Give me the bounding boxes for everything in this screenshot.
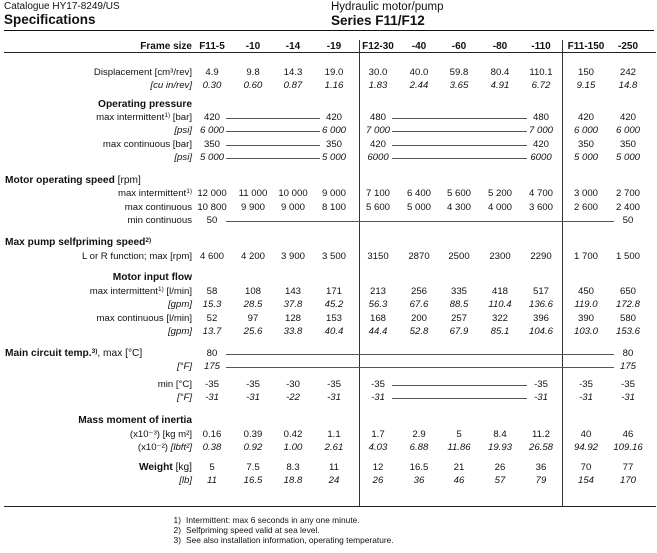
range-line-temp-min-f xyxy=(392,398,527,399)
cell-speed-min-0: 50 xyxy=(206,215,218,226)
cell-op-cont-bar-3: 350 xyxy=(325,139,342,150)
cell-prime-val-2: 3 900 xyxy=(280,251,305,262)
cell-speed-cont-7: 4 000 xyxy=(487,202,512,213)
cell-flow-int-l-7: 418 xyxy=(491,286,508,297)
row-label-flow-int-l: max intermittent$^{1)}$ [l/min] xyxy=(89,286,192,297)
cell-flow-int-l-5: 256 xyxy=(410,286,427,297)
cell-flow-cont-l-10: 580 xyxy=(619,313,636,324)
range-line-temp-max-f xyxy=(226,367,614,368)
cell-disp-cuin-3: 1.16 xyxy=(324,80,344,91)
rule-bottom xyxy=(4,506,656,507)
cell-op-int-bar-0: 420 xyxy=(203,112,220,123)
cell-weight-lb-2: 18.8 xyxy=(283,475,303,486)
cell-op-cont-psi-0: 5 000 xyxy=(199,152,224,163)
cell-temp-max-c-10: 80 xyxy=(622,348,634,359)
frame-size-14: -14 xyxy=(285,41,301,52)
cell-speed-cont-4: 5 600 xyxy=(365,202,390,213)
page-header xyxy=(0,0,657,30)
footnote-2: 2) Selfpriming speed valid at sea level. xyxy=(173,525,320,535)
cell-temp-min-c-2: -30 xyxy=(286,379,300,390)
cell-speed-int-1: 11 000 xyxy=(238,188,268,199)
cell-inertia-kg-9: 40 xyxy=(580,429,592,440)
cell-speed-cont-1: 9 900 xyxy=(240,202,265,213)
row-label-speed-int: max intermittent$^{1)}$ xyxy=(117,188,192,199)
cell-weight-lb-5: 36 xyxy=(413,475,425,486)
cell-inertia-lb-2: 1.00 xyxy=(283,442,303,453)
cell-op-int-bar-3: 420 xyxy=(325,112,342,123)
cell-temp-min-f-9: -31 xyxy=(579,392,593,403)
cell-op-cont-psi-10: 5 000 xyxy=(615,152,640,163)
cell-flow-int-g-3: 45.2 xyxy=(324,299,344,310)
cell-op-int-psi-3: 6 000 xyxy=(321,125,346,136)
cell-flow-int-g-6: 88.5 xyxy=(449,299,469,310)
cell-weight-kg-1: 7.5 xyxy=(246,462,260,473)
row-label-inertia-lb: (x10⁻²) [lbft²] xyxy=(137,442,192,453)
cell-disp-cm3-5: 40.0 xyxy=(409,67,429,78)
range-line-speed-min xyxy=(226,221,614,222)
cell-temp-min-f-4: -31 xyxy=(371,392,385,403)
cell-temp-min-f-2: -22 xyxy=(286,392,300,403)
row-label-op-int-bar: max intermittent$^{1)}$ [bar] xyxy=(96,112,192,123)
cell-speed-cont-10: 2 400 xyxy=(615,202,640,213)
row-label-weight-kg: Weight [kg] xyxy=(138,462,192,473)
cell-disp-cuin-0: 0.30 xyxy=(202,80,222,91)
cell-weight-kg-10: 77 xyxy=(622,462,634,473)
cell-disp-cuin-9: 9.15 xyxy=(576,80,596,91)
frame-size-60: -60 xyxy=(451,41,467,52)
frame-size-250: -250 xyxy=(617,41,638,52)
cell-weight-lb-10: 170 xyxy=(619,475,636,486)
series-title: Series F11/F12 xyxy=(331,13,425,28)
frame-size-80: -80 xyxy=(492,41,508,52)
cell-speed-int-0: 12 000 xyxy=(197,188,227,199)
cell-prime-val-7: 2300 xyxy=(489,251,511,262)
cell-flow-int-g-5: 67.6 xyxy=(409,299,429,310)
footnotes xyxy=(168,515,394,545)
cell-op-cont-psi-3: 5 000 xyxy=(321,152,346,163)
cell-op-cont-bar-8: 420 xyxy=(532,139,549,150)
cell-disp-cm3-3: 19.0 xyxy=(324,67,344,78)
row-label-flow-head: Motor input flow xyxy=(112,272,192,283)
cell-prime-val-3: 3 500 xyxy=(321,251,346,262)
range-line-op-int-psi xyxy=(226,131,320,132)
cell-temp-min-c-10: -35 xyxy=(621,379,635,390)
footnote-3: 3) See also installation information, operating temperature. xyxy=(173,535,394,545)
cell-disp-cm3-7: 80.4 xyxy=(490,67,510,78)
cell-prime-val-8: 2290 xyxy=(530,251,552,262)
cell-flow-cont-g-7: 85.1 xyxy=(490,326,510,337)
cell-temp-min-f-3: -31 xyxy=(327,392,341,403)
cell-disp-cm3-1: 9.8 xyxy=(246,67,260,78)
cell-flow-cont-l-5: 200 xyxy=(410,313,427,324)
row-label-temp-max-f: [°F] xyxy=(176,361,192,372)
cell-disp-cuin-10: 14.8 xyxy=(618,80,638,91)
row-label-temp-max-c: Main circuit temp.$^{3)}$, max [°C] xyxy=(5,348,143,359)
range-line-op-int-psi xyxy=(392,131,527,132)
cell-inertia-lb-5: 6.88 xyxy=(409,442,429,453)
cell-temp-min-c-4: -35 xyxy=(371,379,385,390)
cell-disp-cm3-8: 110.1 xyxy=(529,67,553,78)
cell-disp-cuin-4: 1.83 xyxy=(368,80,388,91)
cell-temp-max-f-0: 175 xyxy=(203,361,220,372)
cell-inertia-kg-10: 46 xyxy=(622,429,634,440)
cell-temp-min-c-3: -35 xyxy=(327,379,341,390)
row-label-temp-min-c: min [°C] xyxy=(157,379,192,390)
cell-op-cont-bar-0: 350 xyxy=(203,139,220,150)
row-label-prime-val: L or R function; max [rpm] xyxy=(81,251,192,262)
cell-prime-val-5: 2870 xyxy=(408,251,430,262)
row-label-weight-lb: [lb] xyxy=(179,475,192,486)
cell-prime-val-10: 1 500 xyxy=(615,251,640,262)
cell-temp-min-c-9: -35 xyxy=(579,379,593,390)
cell-inertia-lb-1: 0.92 xyxy=(243,442,263,453)
cell-temp-min-f-0: -31 xyxy=(205,392,219,403)
cell-flow-int-l-9: 450 xyxy=(577,286,594,297)
cell-inertia-kg-8: 11.2 xyxy=(532,429,550,440)
cell-flow-int-l-3: 171 xyxy=(325,286,342,297)
cell-inertia-lb-4: 4.03 xyxy=(368,442,388,453)
cell-speed-int-5: 6 400 xyxy=(406,188,431,199)
row-label-prime-head: Max pump selfpriming speed$^{2)}$ xyxy=(5,237,152,248)
cell-flow-cont-g-0: 13.7 xyxy=(202,326,222,337)
cell-inertia-lb-9: 94.92 xyxy=(573,442,598,453)
cell-flow-int-g-0: 15.3 xyxy=(202,299,222,310)
cell-inertia-lb-3: 2.61 xyxy=(324,442,344,453)
cell-inertia-lb-7: 19.93 xyxy=(487,442,512,453)
cell-speed-int-7: 5 200 xyxy=(487,188,512,199)
product-name: Hydraulic motor/pump xyxy=(331,1,444,13)
range-line-temp-min-c xyxy=(392,385,527,386)
cell-flow-cont-g-1: 25.6 xyxy=(243,326,263,337)
cell-prime-val-0: 4 600 xyxy=(199,251,224,262)
cell-speed-int-2: 10 000 xyxy=(278,188,308,199)
cell-flow-int-g-2: 37.8 xyxy=(283,299,303,310)
cell-temp-max-f-10: 175 xyxy=(619,361,636,372)
cell-temp-min-c-1: -35 xyxy=(246,379,260,390)
cell-flow-int-g-9: 119.0 xyxy=(574,299,598,310)
row-label-temp-min-f: [°F] xyxy=(176,392,192,403)
cell-flow-int-l-2: 143 xyxy=(284,286,301,297)
cell-flow-cont-l-9: 390 xyxy=(577,313,594,324)
row-label-speed-head: Motor operating speed [rpm] xyxy=(5,175,141,186)
cell-weight-lb-6: 46 xyxy=(453,475,465,486)
cell-flow-int-g-4: 56.3 xyxy=(368,299,388,310)
cell-flow-cont-g-9: 103.0 xyxy=(573,326,598,337)
row-label-flow-int-g: [gpm] xyxy=(168,299,192,310)
cell-temp-min-f-10: -31 xyxy=(621,392,635,403)
header-right xyxy=(331,1,443,29)
cell-flow-int-g-8: 136.6 xyxy=(528,299,553,310)
cell-op-cont-bar-10: 350 xyxy=(619,139,636,150)
cell-flow-cont-l-0: 52 xyxy=(206,313,218,324)
frame-size-19: -19 xyxy=(326,41,342,52)
cell-disp-cuin-2: 0.87 xyxy=(283,80,303,91)
cell-temp-max-c-0: 80 xyxy=(206,348,218,359)
cell-weight-lb-4: 26 xyxy=(372,475,384,486)
row-label-op-cont-bar: max continuous [bar] xyxy=(102,139,192,150)
cell-op-cont-bar-9: 350 xyxy=(577,139,594,150)
cell-inertia-kg-4: 1.7 xyxy=(371,429,385,440)
cell-speed-cont-3: 8 100 xyxy=(321,202,346,213)
cell-weight-lb-0: 11 xyxy=(207,475,217,486)
range-line-op-cont-psi xyxy=(392,158,527,159)
cell-flow-cont-g-2: 33.8 xyxy=(283,326,303,337)
cell-weight-kg-6: 21 xyxy=(453,462,465,473)
frame-size-110: -110 xyxy=(531,41,551,52)
row-label-op-int-psi: [psi] xyxy=(174,125,192,136)
cell-op-int-bar-8: 480 xyxy=(532,112,549,123)
cell-disp-cuin-8: 6.72 xyxy=(531,80,551,91)
cell-prime-val-4: 3150 xyxy=(367,251,389,262)
cell-speed-min-10: 50 xyxy=(622,215,634,226)
cell-flow-int-g-7: 110.4 xyxy=(488,299,512,310)
cell-inertia-lb-10: 109.16 xyxy=(613,442,643,453)
cell-inertia-lb-0: 0.38 xyxy=(202,442,222,453)
cell-speed-int-6: 5 600 xyxy=(446,188,471,199)
row-label-flow-cont-g: [gpm] xyxy=(168,326,192,337)
cell-op-int-psi-9: 6 000 xyxy=(573,125,598,136)
cell-weight-kg-0: 5 xyxy=(209,462,215,473)
row-label-op-cont-psi: [psi] xyxy=(174,152,192,163)
cell-op-int-psi-4: 7 000 xyxy=(365,125,390,136)
row-label-flow-cont-l: max continuous [l/min] xyxy=(96,313,192,324)
cell-inertia-kg-3: 1.1 xyxy=(327,429,341,440)
cell-flow-cont-l-6: 257 xyxy=(450,313,467,324)
cell-disp-cm3-2: 14.3 xyxy=(283,67,303,78)
row-label-disp-cuin: [cu in/rev] xyxy=(150,80,192,91)
cell-flow-cont-g-4: 44.4 xyxy=(368,326,388,337)
row-label-inertia-head: Mass moment of inertia xyxy=(78,415,192,426)
cell-speed-cont-2: 9 000 xyxy=(280,202,305,213)
cell-weight-lb-8: 79 xyxy=(535,475,547,486)
footnote-1: 1) Intermittent: max 6 seconds in any one minute. xyxy=(173,515,360,525)
cell-weight-kg-9: 70 xyxy=(580,462,592,473)
cell-op-cont-psi-4: 6000 xyxy=(367,152,389,163)
cell-disp-cm3-10: 242 xyxy=(619,67,636,78)
frame-size-f11-150: F11-150 xyxy=(567,41,605,52)
cell-weight-lb-1: 16.5 xyxy=(243,475,263,486)
row-label-disp-cm3: Displacement [cm³/rev] xyxy=(93,67,192,78)
cell-flow-cont-g-10: 153.6 xyxy=(615,326,640,337)
cell-flow-cont-g-6: 67.9 xyxy=(449,326,469,337)
cell-disp-cuin-6: 3.65 xyxy=(449,80,469,91)
frame-size-f12-30: F12-30 xyxy=(362,41,394,52)
cell-prime-val-6: 2500 xyxy=(448,251,470,262)
cell-flow-int-g-10: 172.8 xyxy=(615,299,640,310)
cell-weight-kg-7: 26 xyxy=(494,462,506,473)
range-line-op-cont-bar xyxy=(392,145,527,146)
cell-flow-int-l-6: 335 xyxy=(450,286,467,297)
cell-flow-cont-g-5: 52.8 xyxy=(409,326,429,337)
cell-disp-cuin-7: 4.91 xyxy=(490,80,510,91)
cell-flow-int-g-1: 28.5 xyxy=(243,299,263,310)
cell-flow-cont-l-4: 168 xyxy=(369,313,386,324)
cell-disp-cm3-0: 4.9 xyxy=(205,67,219,78)
cell-inertia-kg-7: 8.4 xyxy=(493,429,507,440)
cell-weight-kg-2: 8.3 xyxy=(286,462,300,473)
cell-op-cont-psi-8: 6000 xyxy=(530,152,552,163)
frame-size-f11-5: F11-5 xyxy=(199,41,225,52)
cell-flow-cont-l-7: 322 xyxy=(491,313,508,324)
cell-weight-lb-7: 57 xyxy=(494,475,506,486)
cell-inertia-lb-8: 26.58 xyxy=(528,442,553,453)
cell-flow-cont-g-8: 104.6 xyxy=(528,326,553,337)
row-label-speed-cont: max continuous xyxy=(124,202,192,213)
cell-disp-cuin-1: 0.60 xyxy=(243,80,263,91)
cell-op-int-psi-10: 6 000 xyxy=(615,125,640,136)
cell-speed-cont-6: 4 300 xyxy=(446,202,471,213)
header-rule xyxy=(4,30,654,31)
cell-op-int-bar-4: 480 xyxy=(369,112,386,123)
cell-flow-cont-l-1: 97 xyxy=(247,313,259,324)
cell-speed-int-9: 3 000 xyxy=(573,188,598,199)
cell-speed-cont-5: 5 000 xyxy=(406,202,431,213)
range-line-op-cont-psi xyxy=(226,158,320,159)
cell-weight-kg-5: 16.5 xyxy=(409,462,429,473)
cell-op-cont-psi-9: 5 000 xyxy=(573,152,598,163)
range-line-op-cont-bar xyxy=(226,145,320,146)
cell-flow-int-l-10: 650 xyxy=(619,286,636,297)
range-line-op-int-bar xyxy=(392,118,527,119)
cell-flow-int-l-8: 517 xyxy=(532,286,549,297)
cell-weight-kg-3: 11 xyxy=(329,462,339,473)
range-line-temp-max-c xyxy=(226,354,614,355)
cell-prime-val-9: 1 700 xyxy=(573,251,598,262)
cell-inertia-kg-6: 5 xyxy=(456,429,462,440)
cell-disp-cm3-9: 150 xyxy=(577,67,594,78)
row-label-speed-min: min continuous xyxy=(127,215,192,226)
cell-op-int-psi-8: 7 000 xyxy=(528,125,553,136)
cell-disp-cm3-4: 30.0 xyxy=(368,67,388,78)
cell-op-int-bar-9: 420 xyxy=(577,112,594,123)
cell-weight-kg-8: 36 xyxy=(535,462,547,473)
range-line-op-int-bar xyxy=(226,118,320,119)
cell-speed-cont-8: 3 600 xyxy=(528,202,553,213)
cell-speed-cont-0: 10 800 xyxy=(197,202,227,213)
frame-size-10: -10 xyxy=(245,41,261,52)
cell-disp-cm3-6: 59.8 xyxy=(449,67,469,78)
cell-speed-int-8: 4 700 xyxy=(528,188,553,199)
cell-inertia-lb-6: 11.86 xyxy=(447,442,471,453)
header-left xyxy=(4,1,120,28)
cell-weight-lb-3: 24 xyxy=(328,475,340,486)
cell-op-int-psi-0: 6 000 xyxy=(199,125,224,136)
cell-weight-kg-4: 12 xyxy=(372,462,384,473)
cell-temp-min-c-0: -35 xyxy=(205,379,219,390)
divider-f11-large xyxy=(562,40,563,506)
cell-op-cont-bar-4: 420 xyxy=(369,139,386,150)
cell-prime-val-1: 4 200 xyxy=(240,251,265,262)
cell-op-int-bar-10: 420 xyxy=(619,112,636,123)
cell-flow-cont-l-8: 396 xyxy=(532,313,549,324)
cell-speed-int-3: 9 000 xyxy=(321,188,346,199)
cell-speed-int-10: 2 700 xyxy=(615,188,640,199)
cell-disp-cuin-5: 2.44 xyxy=(409,80,429,91)
cell-inertia-kg-0: 0.16 xyxy=(202,429,222,440)
specifications-table xyxy=(4,40,656,506)
cell-inertia-kg-5: 2.9 xyxy=(412,429,426,440)
row-label-inertia-kg: (x10⁻³) [kg m²] xyxy=(129,429,192,440)
cell-flow-cont-l-2: 128 xyxy=(284,313,301,324)
cell-speed-cont-9: 2 600 xyxy=(573,202,598,213)
frame-size-40: -40 xyxy=(411,41,427,52)
page-title: Specifications xyxy=(4,12,96,27)
cell-temp-min-f-8: -31 xyxy=(534,392,548,403)
catalogue-number: Catalogue HY17-8249/US xyxy=(4,1,120,12)
row-label-op-head: Operating pressure xyxy=(98,99,192,110)
cell-temp-min-c-8: -35 xyxy=(534,379,548,390)
cell-speed-int-4: 7 100 xyxy=(365,188,390,199)
cell-flow-int-l-4: 213 xyxy=(369,286,386,297)
cell-flow-cont-g-3: 40.4 xyxy=(324,326,344,337)
frame-size-label: Frame size xyxy=(140,41,192,52)
cell-temp-min-f-1: -31 xyxy=(246,392,260,403)
cell-flow-int-l-0: 58 xyxy=(206,286,218,297)
cell-flow-cont-l-3: 153 xyxy=(325,313,342,324)
cell-weight-lb-9: 154 xyxy=(577,475,594,486)
cell-inertia-kg-2: 0.42 xyxy=(283,429,303,440)
cell-inertia-kg-1: 0.39 xyxy=(243,429,263,440)
cell-flow-int-l-1: 108 xyxy=(244,286,261,297)
